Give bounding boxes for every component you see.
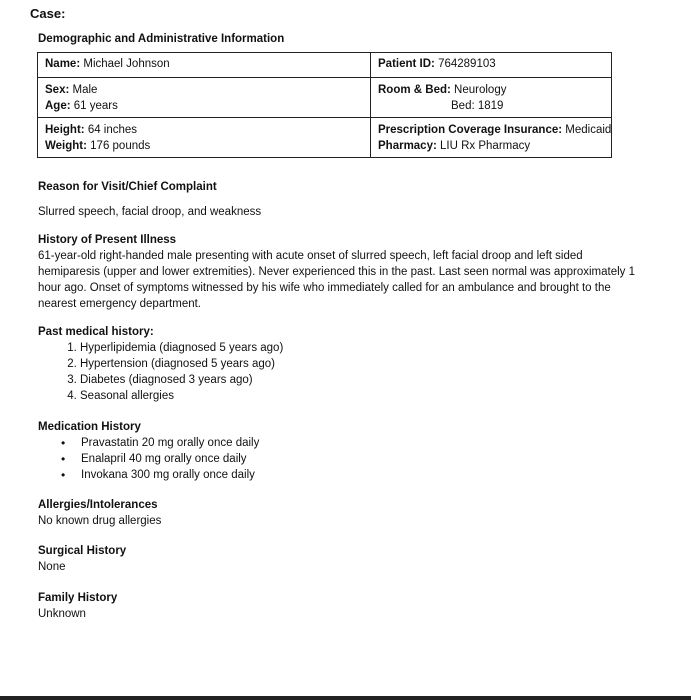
sex-value: Male [72,84,98,96]
family-text: Unknown [38,608,86,620]
pmh-list [38,340,283,404]
height-weight-cell [38,118,371,158]
list-item: • Invokana 300 mg orally once daily [81,467,259,483]
sex-age-cell [38,78,371,118]
pmh-heading: Past medical history: [38,326,154,338]
name-cell [38,53,371,78]
height-label: Height: [45,124,85,136]
family-heading: Family History [38,592,118,604]
hpi-line: hemiparesis (upper and lower extremities). Never experienced this in the past. Last seen normal was approximately 1 [38,266,636,278]
chief-complaint-heading: Reason for Visit/Chief Complaint [38,181,217,193]
insurance-value: Medicaid [565,124,612,136]
allergies-text: No known drug allergies [38,515,162,527]
bed-value: Bed: 1819 [451,100,504,112]
medication-heading: Medication History [38,421,141,433]
insurance-pharmacy-cell [371,118,612,158]
medication-list [38,435,259,483]
hpi-line: nearest emergency department. [38,298,202,310]
pharmacy-label: Pharmacy: [378,140,437,152]
patient-id-label: Patient ID: [378,58,435,70]
list-item: 4. Seasonal allergies [80,388,283,404]
patient-id-value: 764289103 [438,58,496,70]
room-value: Neurology [454,84,507,96]
surgical-heading: Surgical History [38,545,127,557]
age-value: 61 years [73,100,118,112]
bottom-divider [0,696,691,700]
case-title: Case: [30,6,66,21]
list-item: • Enalapril 40 mg orally once daily [81,451,259,467]
hpi-heading: History of Present Illness [38,234,177,246]
insurance-label: Prescription Coverage Insurance: [378,124,563,136]
family-section [38,590,117,622]
pharmacy-value: LIU Rx Pharmacy [440,140,531,152]
demographics-table [37,52,612,158]
chief-complaint-text: Slurred speech, facial droop, and weakness [38,206,262,218]
age-label: Age: [45,100,71,112]
name-label: Name: [45,58,81,70]
hpi-line: 61-year-old right-handed male presenting with acute onset of slurred speech, left facial droop and left sided [38,250,583,262]
patient-id-cell [371,53,612,78]
chief-complaint-section [38,179,261,220]
list-item: • Pravastatin 20 mg orally once daily [81,435,259,451]
name-value: Michael Johnson [83,58,170,70]
demographics-title: Demographic and Administrative Information [38,33,285,45]
list-item: 1. Hyperlipidemia (diagnosed 5 years ago) [80,340,283,356]
sex-label: Sex: [45,84,70,96]
hpi-line: hour ago. Onset of symptoms witnessed by his wife who immediately called for an ambulance and brought to the [38,282,611,294]
hpi-section [38,232,678,312]
allergies-heading: Allergies/Intolerances [38,499,158,511]
weight-label: Weight: [45,140,87,152]
medication-section [38,419,259,483]
pmh-section [38,324,283,404]
list-item: 2. Hypertension (diagnosed 5 years ago) [80,356,283,372]
table-row [38,53,612,78]
room-bed-cell [371,78,612,118]
list-item: 3. Diabetes (diagnosed 3 years ago) [80,372,283,388]
table-row [38,118,612,158]
table-row [38,78,612,118]
surgical-text: None [38,561,66,573]
allergies-section [38,497,161,529]
surgical-section [38,543,126,575]
weight-value: 176 pounds [90,140,151,152]
height-value: 64 inches [87,124,138,136]
room-label: Room & Bed: [378,84,451,96]
